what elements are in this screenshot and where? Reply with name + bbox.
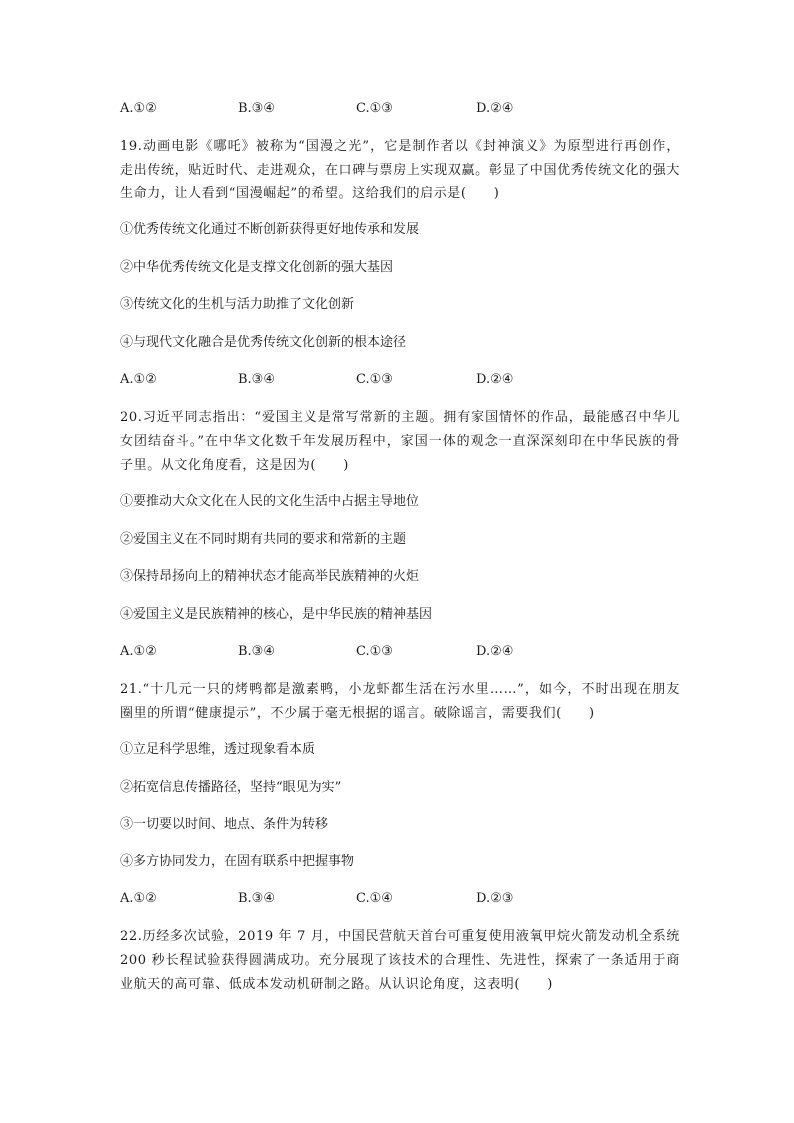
option-b: B.③④ — [238, 372, 275, 387]
q22-stem-line-1: 22.历经多次试验，2019 年 7 月，中国民营航天首台可重复使用液氧甲烷火箭发动机全系统 — [120, 929, 680, 944]
option-d: D.②④ — [476, 372, 514, 387]
option-d: D.②④ — [476, 644, 514, 659]
q21-item-3: ③一切要以时间、地点、条件为转移 — [120, 817, 329, 832]
options-row-q21 — [120, 889, 680, 909]
q19-item-1: ①优秀传统文化通过不断创新获得更好地传承和发展 — [120, 222, 420, 237]
q21-item-1: ①立足科学思维，透过现象看本质 — [120, 742, 316, 757]
q20-item-3: ③保持昂扬向上的精神状态才能高举民族精神的火炬 — [120, 569, 420, 584]
options-row-q18 — [120, 99, 680, 119]
option-a: A.①② — [120, 101, 157, 116]
q22-stem-line-2: 200 秒长程试验获得圆满成功。充分展现了该技术的合理性、先进性，探索了一条适用于商 — [120, 953, 680, 968]
option-c: C.①③ — [356, 372, 393, 387]
q20-item-1: ①要推动大众文化在人民的文化生活中占据主导地位 — [120, 494, 420, 509]
option-d: D.②④ — [476, 101, 514, 116]
option-b: B.③④ — [238, 891, 275, 906]
q19-item-3: ③传统文化的生机与活力助推了文化创新 — [120, 297, 355, 312]
q19-item-2: ②中华优秀传统文化是支撑文化创新的强大基因 — [120, 260, 394, 275]
option-a: A.①② — [120, 372, 157, 387]
q21-item-4: ④多方协同发力，在固有联系中把握事物 — [120, 854, 355, 869]
option-a: A.①② — [120, 644, 157, 659]
option-d: D.②③ — [476, 891, 514, 906]
option-a: A.①② — [120, 891, 157, 906]
option-b: B.③④ — [238, 101, 275, 116]
q21-stem-line-1: 21.“十几元一只的烤鸭都是激素鸭，小龙虾都生活在污水里……”，如今，不时出现在朋友 — [120, 682, 680, 697]
q19-stem-line-2: 走出传统，贴近时代、走进观众，在口碑与票房上实现双赢。彰显了中国优秀传统文化的强大 — [120, 163, 680, 178]
option-b: B.③④ — [238, 644, 275, 659]
options-row-q19 — [120, 370, 680, 390]
q20-stem-line-3: 子里。从文化角度看，这是因为( ) — [120, 458, 349, 473]
q20-item-4: ④爱国主义是民族精神的核心，是中华民族的精神基因 — [120, 607, 433, 622]
q19-stem-line-3: 生命力，让人看到“国漫崛起”的希望。这给我们的启示是( ) — [120, 186, 500, 201]
q19-stem-line-1: 19.动画电影《哪吒》被称为“国漫之光”，它是制作者以《封神演义》为原型进行再创作， — [120, 139, 680, 154]
option-c: C.①④ — [356, 891, 393, 906]
q21-stem-line-2: 圈里的所谓“健康提示”，不少属于毫无根据的谣言。破除谣言，需要我们( ) — [120, 706, 595, 721]
q20-item-2: ②爱国主义在不同时期有共同的要求和常新的主题 — [120, 532, 407, 547]
q20-stem-line-1: 20.习近平同志指出：“爱国主义是常写常新的主题。拥有家国情怀的作品，最能感召中华儿 — [120, 410, 680, 425]
q20-stem-line-2: 女团结奋斗。”在中华文化数千年发展历程中，家国一体的观念一直深深刻印在中华民族的骨 — [120, 434, 680, 449]
options-row-q20 — [120, 642, 680, 662]
q22-stem-line-3: 业航天的高可靠、低成本发动机研制之路。从认识论角度，这表明( ) — [120, 977, 553, 992]
q19-item-4: ④与现代文化融合是优秀传统文化创新的根本途径 — [120, 335, 407, 350]
option-c: C.①③ — [356, 101, 393, 116]
q21-item-2: ②拓宽信息传播路径，坚持“眼见为实” — [120, 780, 342, 795]
option-c: C.①③ — [356, 644, 393, 659]
